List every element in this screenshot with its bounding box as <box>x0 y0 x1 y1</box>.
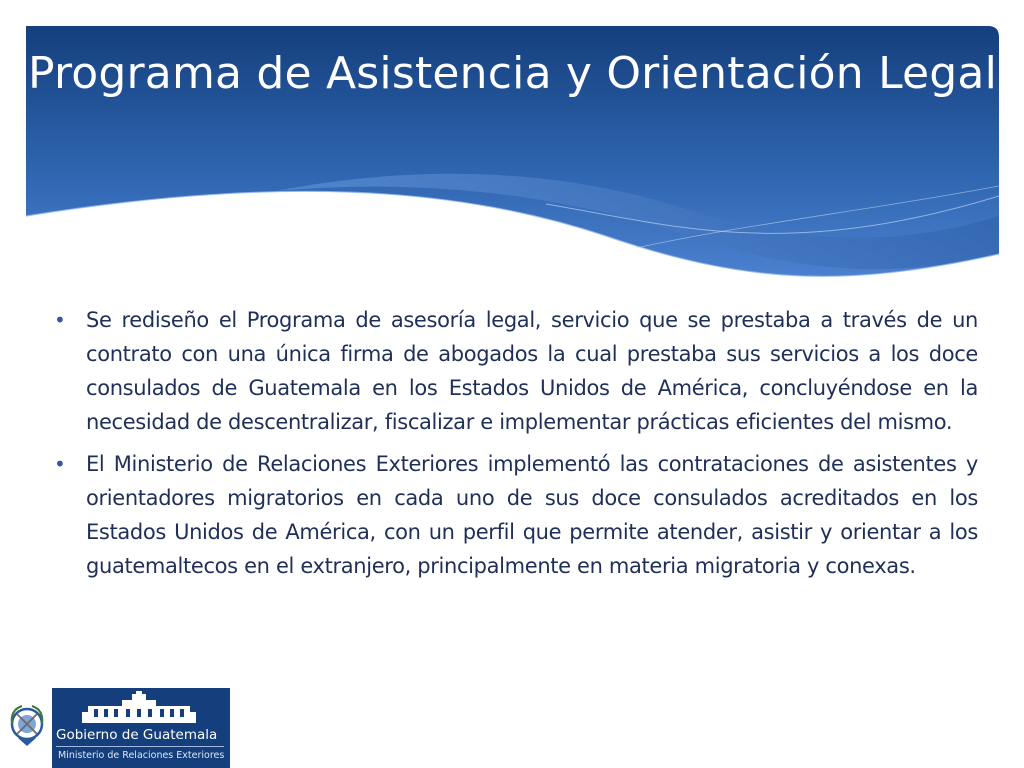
government-logo <box>0 688 230 768</box>
brand-divider <box>56 746 224 747</box>
brand-subtitle: Ministerio de Relaciones Exteriores <box>58 750 225 761</box>
bullet-text: Se rediseño el Programa de asesoría legal, servicio que se prestaba a través de un contrato con una única firma de abogados la cual prestaba sus servicios a los doce consulados de Guatemala en los Estados Unidos de América, concluyéndose en la necesidad de descentralizar, fiscalizar e implementar prácticas eficientes del mismo. <box>86 308 978 434</box>
brand-name: Gobierno de Guatemala <box>56 727 218 743</box>
bullet-text: El Ministerio de Relaciones Exteriores implementó las contrataciones de asistentes y orientadores migratorios en cada uno de sus doce consulados acreditados en los Estados Unidos de América, con un perfil que permite atender, asistir y orientar a los guatemaltecos en el extranjero, principalmente en materia migratoria y conexas. <box>86 452 978 578</box>
palace-icon <box>52 690 230 726</box>
bullet-icon: • <box>54 308 66 332</box>
slide-title: Programa de Asistencia y Orientación Legal <box>27 48 997 99</box>
coat-of-arms-icon <box>0 688 52 768</box>
bullet-item <box>52 447 978 583</box>
bullet-item <box>52 303 978 439</box>
slide-body <box>52 303 978 591</box>
bullet-list <box>52 303 978 583</box>
bullet-icon: • <box>54 452 66 476</box>
emblem-panel <box>0 688 52 768</box>
